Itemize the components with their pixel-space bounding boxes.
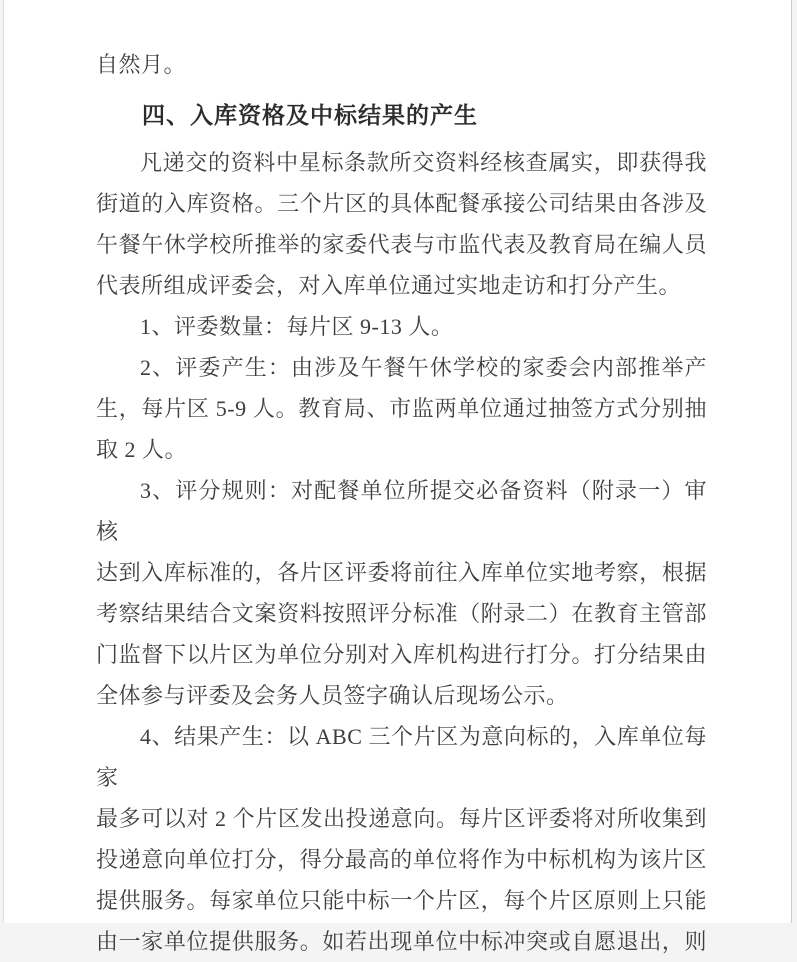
text-line: 达到入库标准的，各片区评委将前往入库单位实地考察，根据: [96, 560, 707, 585]
text-line: 午餐午休学校所推举的家委代表与市监代表及教育局在编人员: [96, 232, 707, 257]
text-line: 由一家单位提供服务。如若出现单位中标冲突或自愿退出，则: [96, 929, 707, 954]
text-line: 4、结果产生：以 ABC 三个片区为意向标的，入库单位每家: [96, 724, 707, 790]
text-line: 自然月。: [96, 52, 187, 77]
text-line: 投递意向单位打分，得分最高的单位将作为中标机构为该片区: [96, 847, 707, 872]
text-line: 1、评委数量：每片区 9-13 人。: [140, 314, 454, 339]
text-line: 提供服务。每家单位只能中标一个片区，每个片区原则上只能: [96, 888, 707, 913]
text-line: 2、评委产生：由涉及午餐午休学校的家委会内部推举产: [140, 355, 707, 380]
document-body: [4, 0, 791, 962]
text-line: 门监督下以片区为单位分别对入库机构进行打分。打分结果由: [96, 642, 707, 667]
text-line: 街道的入库资格。三个片区的具体配餐承接公司结果由各涉及: [96, 191, 707, 216]
text-line: 凡递交的资料中星标条款所交资料经核查属实，即获得我: [140, 150, 707, 175]
text-line: 取 2 人。: [96, 437, 188, 462]
scanned-page: [3, 0, 792, 954]
text-line: 生，每片区 5-9 人。教育局、市监两单位通过抽签方式分别抽: [96, 396, 707, 421]
section-heading: 四、入库资格及中标结果的产生: [142, 103, 478, 128]
text-line: 代表所组成评委会，对入库单位通过实地走访和打分产生。: [96, 273, 682, 298]
text-line: 3、评分规则：对配餐单位所提交必备资料（附录一）审核: [96, 478, 707, 544]
text-line: 最多可以对 2 个片区发出投递意向。每片区评委将对所收集到: [96, 806, 707, 831]
text-line: 考察结果结合文案资料按照评分标准（附录二）在教育主管部: [96, 601, 707, 626]
text-line: 全体参与评委及会务人员签字确认后现场公示。: [96, 683, 569, 708]
